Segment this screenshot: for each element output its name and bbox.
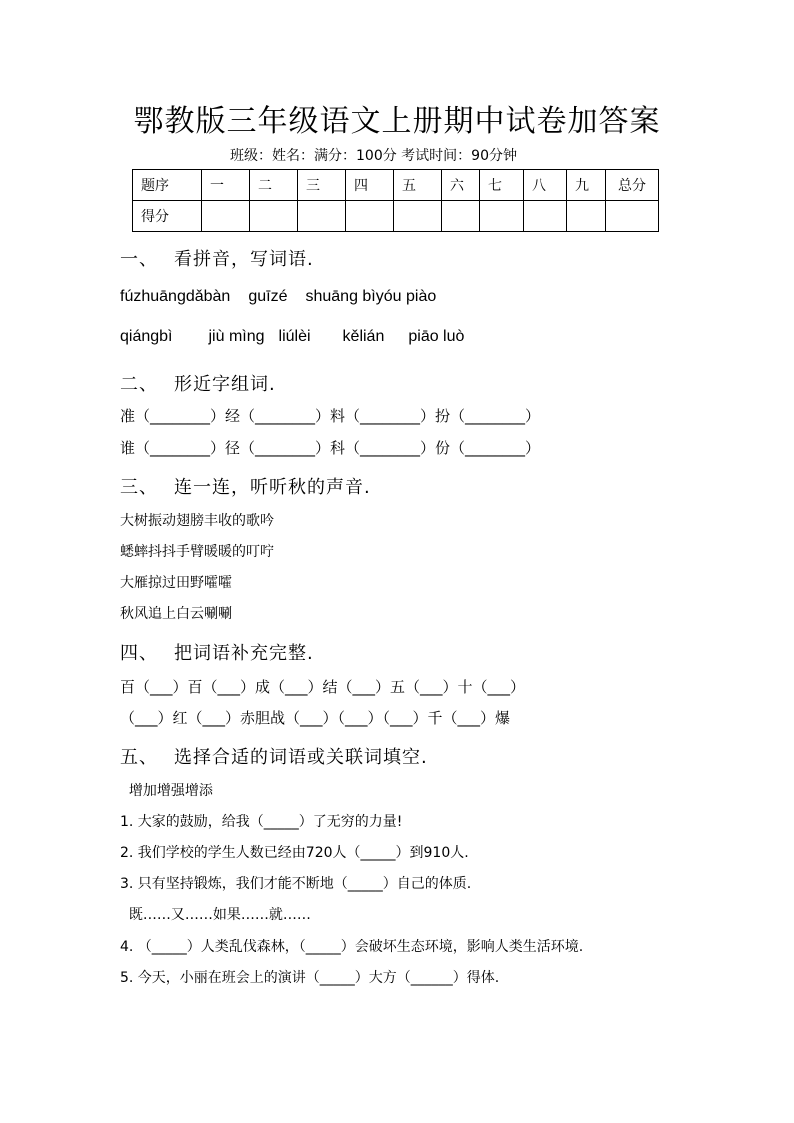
score-header-cell: 三 <box>298 170 346 201</box>
q4-line: （___）红（___）赤胆战（___）（___）（___）千（___）爆 <box>120 709 511 727</box>
pinyin-item: piāo luò <box>408 328 465 345</box>
score-table-header-row <box>133 170 659 201</box>
section-title: 看拼音，写词语. <box>174 249 314 270</box>
score-cell[interactable] <box>606 201 659 232</box>
q2-line: 准（________）经（________）料（________）扮（________） <box>120 407 541 425</box>
q5-conjunction-bank: 既……又……如果……就…… <box>120 907 311 923</box>
score-cell[interactable] <box>394 201 442 232</box>
pinyin-row-2 <box>120 328 482 346</box>
score-cell[interactable] <box>346 201 394 232</box>
section-number: 二、 <box>120 374 158 395</box>
score-cell[interactable] <box>202 201 250 232</box>
q3-line: 大树振动翅膀丰收的歌吟 <box>120 513 274 529</box>
section-2-heading <box>120 370 276 396</box>
score-header-cell: 一 <box>202 170 250 201</box>
q3-line: 大雁掠过田野嚯嚯 <box>120 575 232 591</box>
score-header-cell: 八 <box>524 170 567 201</box>
q5-line: 2. 我们学校的学生人数已经由720人（_____）到910人. <box>120 845 469 861</box>
page-title: 鄂教版三年级语文上册期中试卷加答案 <box>133 104 661 139</box>
pinyin-item: liúlèi <box>278 328 311 345</box>
section-5-heading <box>120 743 428 769</box>
q3-line: 蟋蟀抖抖手臂暖暖的叮咛 <box>120 544 274 560</box>
score-header-cell: 九 <box>567 170 606 201</box>
section-number: 三、 <box>120 477 158 498</box>
section-1-heading <box>120 245 314 271</box>
q2-line: 谁（________）径（________）科（________）份（________） <box>120 439 541 457</box>
score-cell[interactable] <box>480 201 524 232</box>
section-title: 把词语补充完整. <box>174 643 314 664</box>
pinyin-item: shuāng bìyóu piào <box>305 288 437 305</box>
score-header-cell: 题序 <box>133 170 202 201</box>
section-title: 选择合适的词语或关联词填空. <box>174 747 428 768</box>
pinyin-item: guīzé <box>248 288 288 305</box>
q5-line: 5. 今天，小丽在班会上的演讲（_____）大方（______）得体. <box>120 970 500 986</box>
score-cell[interactable] <box>524 201 567 232</box>
score-cell[interactable] <box>298 201 346 232</box>
pinyin-item: kělián <box>342 328 385 345</box>
section-number: 五、 <box>120 747 158 768</box>
score-header-cell: 总分 <box>606 170 659 201</box>
score-header-cell: 五 <box>394 170 442 201</box>
score-cell[interactable] <box>250 201 298 232</box>
score-header-cell: 二 <box>250 170 298 201</box>
section-number: 一、 <box>120 249 158 270</box>
pinyin-item: fúzhuāngdǎbàn <box>120 288 231 305</box>
score-cell[interactable] <box>442 201 480 232</box>
score-table-score-row <box>133 201 659 232</box>
score-header-cell: 七 <box>480 170 524 201</box>
section-number: 四、 <box>120 643 158 664</box>
q5-line: 3. 只有坚持锻炼，我们才能不断地（_____）自己的体质. <box>120 876 472 892</box>
q5-line: 1. 大家的鼓励，给我（_____）了无穷的力量! <box>120 814 403 830</box>
q5-line: 4. （_____）人类乱伐森林，（_____）会破坏生态环境，影响人类生活环境. <box>120 939 584 955</box>
section-title: 形近字组词. <box>174 374 276 395</box>
section-4-heading <box>120 639 314 665</box>
score-cell[interactable] <box>567 201 606 232</box>
exam-info-line: 班级：姓名：满分：100分 考试时间：90分钟 <box>230 148 517 164</box>
q5-word-bank: 增加增强增添 <box>120 783 213 799</box>
pinyin-item: jiù mìng <box>208 328 265 345</box>
section-3-heading <box>120 473 371 499</box>
q3-line: 秋风追上白云唰唰 <box>120 606 232 622</box>
section-title: 连一连，听听秋的声音. <box>174 477 371 498</box>
score-row-label: 得分 <box>133 201 202 232</box>
pinyin-row-1 <box>120 288 454 306</box>
q4-line: 百（___）百（___）成（___）结（___）五（___）十（___） <box>120 678 526 696</box>
pinyin-item: qiángbì <box>120 328 173 345</box>
score-table <box>132 169 659 232</box>
score-header-cell: 四 <box>346 170 394 201</box>
score-header-cell: 六 <box>442 170 480 201</box>
